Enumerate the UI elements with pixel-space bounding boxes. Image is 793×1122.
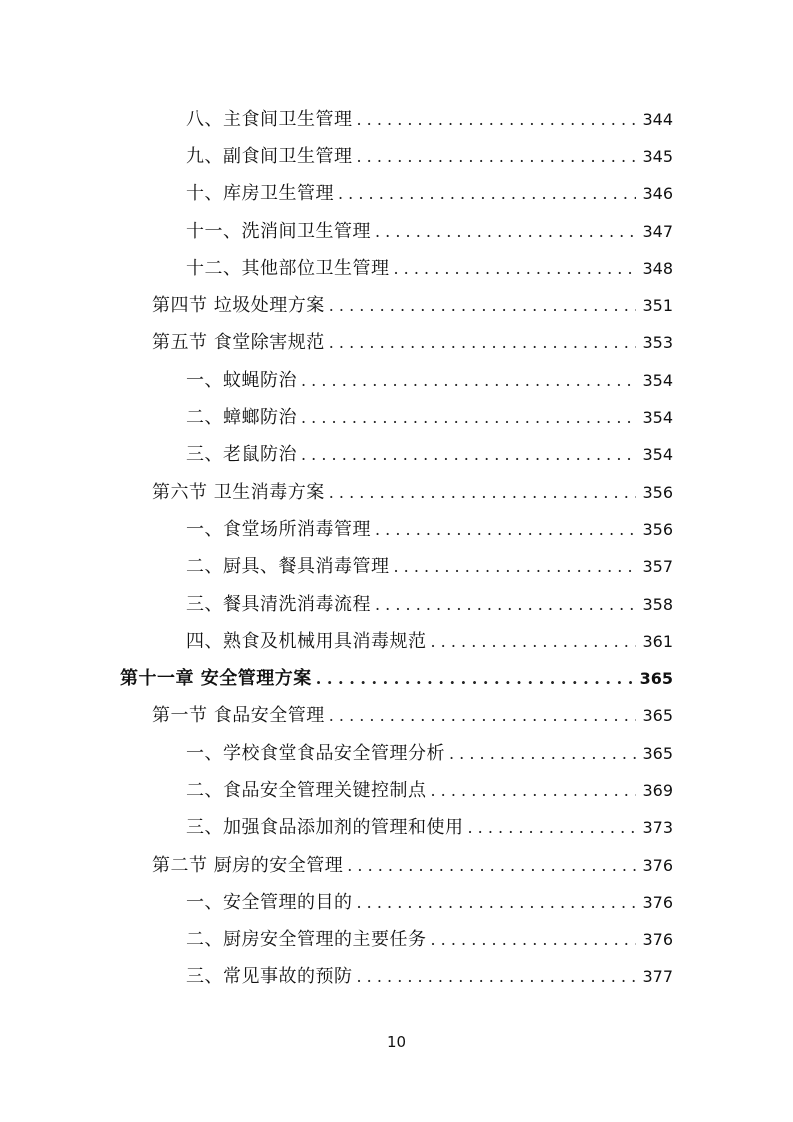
toc-dot-leader [394, 261, 637, 277]
toc-dot-leader [329, 298, 637, 314]
toc-dot-leader [375, 597, 636, 613]
toc-dot-leader [431, 932, 637, 948]
toc-entry-label: 八、主食间卫生管理 [186, 108, 353, 130]
toc-entry[interactable] [0, 399, 793, 436]
toc-dot-leader [468, 820, 637, 836]
toc-entry-page: 376 [642, 892, 673, 912]
toc-entry-page: 354 [642, 408, 673, 428]
toc-entry-page: 377 [642, 967, 673, 987]
toc-entry-label: 三、加强食品添加剂的管理和使用 [186, 817, 464, 839]
toc-entry[interactable] [0, 922, 793, 959]
toc-dot-leader [394, 559, 637, 575]
toc-entry[interactable] [0, 549, 793, 586]
toc-dot-leader [357, 895, 637, 911]
toc-entry-label: 九、副食间卫生管理 [186, 145, 353, 167]
toc-entry-label: 一、安全管理的目的 [186, 891, 353, 913]
toc-dot-leader [375, 224, 636, 240]
toc-entry[interactable] [0, 735, 793, 772]
toc-entry-page: 373 [642, 818, 673, 838]
toc-entry-page: 356 [642, 482, 673, 502]
toc-dot-leader [329, 485, 637, 501]
toc-entry[interactable] [0, 884, 793, 921]
toc-entry-page: 354 [642, 370, 673, 390]
toc-entry[interactable] [0, 325, 793, 362]
toc-entry-label: 二、蟑螂防治 [186, 407, 297, 429]
toc-dot-leader [329, 335, 637, 351]
toc-entry[interactable] [0, 772, 793, 809]
toc-dot-leader [357, 969, 637, 985]
toc-dot-leader [329, 708, 637, 724]
toc-entry-page: 354 [642, 445, 673, 465]
toc-entry-label: 一、蚊蝇防治 [186, 369, 297, 391]
toc-dot-leader [347, 858, 636, 874]
toc-entry-page: 369 [642, 780, 673, 800]
toc-entry[interactable] [0, 511, 793, 548]
toc-entry[interactable] [0, 698, 793, 735]
toc-entry[interactable] [0, 660, 793, 697]
toc-entry-page: 346 [642, 184, 673, 204]
toc-entry-label: 三、老鼠防治 [186, 444, 297, 466]
toc-entry-page: 361 [642, 631, 673, 651]
toc-entry-page: 356 [642, 519, 673, 539]
toc-dot-leader [375, 522, 636, 538]
toc-entry-page: 357 [642, 557, 673, 577]
toc-entry-label: 三、餐具清洗消毒流程 [186, 593, 371, 615]
toc-entry[interactable] [0, 362, 793, 399]
toc-entry-label: 二、厨具、餐具消毒管理 [186, 556, 390, 578]
toc-entry-label: 十二、其他部位卫生管理 [186, 257, 390, 279]
toc-entry-page: 365 [639, 669, 673, 689]
toc-dot-leader [357, 112, 637, 128]
toc-entry-page: 365 [642, 706, 673, 726]
table-of-contents [0, 101, 793, 996]
toc-dot-leader [431, 783, 637, 799]
toc-entry-page: 351 [642, 296, 673, 316]
toc-dot-leader [301, 373, 636, 389]
toc-dot-leader [316, 671, 634, 687]
toc-dot-leader [357, 149, 637, 165]
toc-entry[interactable] [0, 437, 793, 474]
toc-dot-leader [338, 186, 636, 202]
toc-entry-label: 第十一章 安全管理方案 [120, 668, 312, 690]
toc-entry-label: 十、库房卫生管理 [186, 183, 334, 205]
toc-entry[interactable] [0, 287, 793, 324]
toc-dot-leader [301, 410, 636, 426]
toc-entry[interactable] [0, 959, 793, 996]
toc-entry[interactable] [0, 176, 793, 213]
toc-entry-label: 二、食品安全管理关键控制点 [186, 779, 427, 801]
toc-entry-page: 347 [642, 221, 673, 241]
toc-entry[interactable] [0, 586, 793, 623]
toc-entry-label: 十一、洗消间卫生管理 [186, 220, 371, 242]
toc-entry-label: 第六节 卫生消毒方案 [152, 481, 325, 503]
toc-entry-page: 348 [642, 258, 673, 278]
toc-entry-page: 365 [642, 743, 673, 763]
toc-entry-label: 三、常见事故的预防 [186, 966, 353, 988]
toc-entry-page: 345 [642, 146, 673, 166]
toc-entry-page: 353 [642, 333, 673, 353]
toc-entry[interactable] [0, 847, 793, 884]
toc-dot-leader [449, 746, 636, 762]
toc-entry-label: 一、学校食堂食品安全管理分析 [186, 742, 445, 764]
page-number: 10 [386, 1033, 407, 1051]
toc-entry[interactable] [0, 810, 793, 847]
toc-entry[interactable] [0, 213, 793, 250]
toc-entry-page: 358 [642, 594, 673, 614]
toc-entry-page: 376 [642, 930, 673, 950]
toc-entry[interactable] [0, 138, 793, 175]
toc-entry-label: 第五节 食堂除害规范 [152, 332, 325, 354]
toc-entry-label: 第二节 厨房的安全管理 [152, 854, 344, 876]
toc-entry-label: 第四节 垃圾处理方案 [152, 295, 325, 317]
toc-dot-leader [431, 634, 637, 650]
toc-entry-page: 344 [642, 109, 673, 129]
toc-entry[interactable] [0, 474, 793, 511]
toc-entry[interactable] [0, 623, 793, 660]
toc-entry-label: 二、厨房安全管理的主要任务 [186, 929, 427, 951]
toc-entry-page: 376 [642, 855, 673, 875]
toc-dot-leader [301, 447, 636, 463]
toc-entry-label: 一、食堂场所消毒管理 [186, 518, 371, 540]
toc-entry[interactable] [0, 101, 793, 138]
toc-entry-label: 第一节 食品安全管理 [152, 705, 325, 727]
toc-entry-label: 四、熟食及机械用具消毒规范 [186, 630, 427, 652]
toc-entry[interactable] [0, 250, 793, 287]
